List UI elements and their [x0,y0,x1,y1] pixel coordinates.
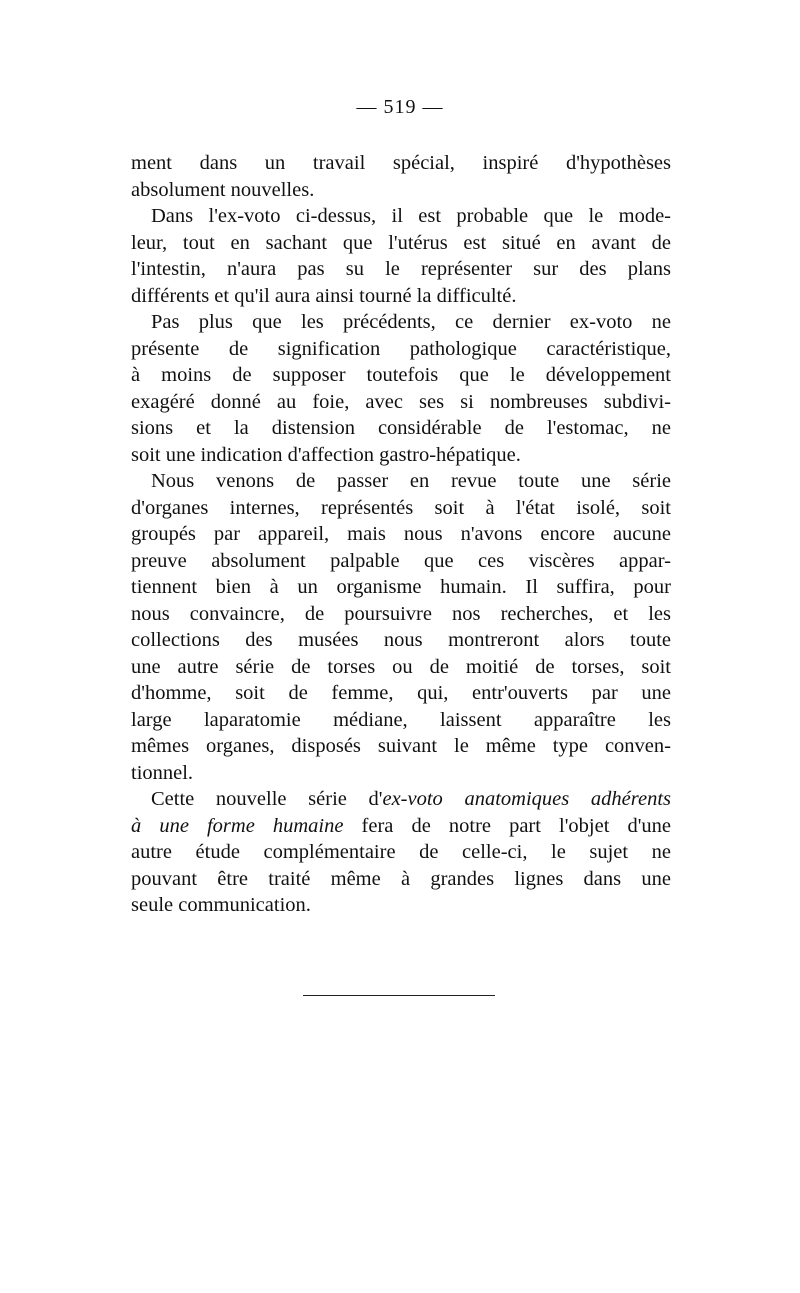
text-line: à moins de supposer toutefois que le développement [131,364,671,386]
text-line [131,839,671,866]
text-line: Nous venons de passer en revue toute une série [151,470,671,492]
text-line: d'organes internes, représentés soit à l'état isolé, soit [131,496,671,519]
text-line: collections des musées nous montreront alors toute [131,629,671,651]
body-text [131,150,671,919]
text-run: Cette nouvelle série d' [151,788,383,810]
text-line [131,813,671,840]
text-line: soit une indication d'affection gastro-hépatique. [131,443,521,466]
text-line: absolument nouvelles. [131,178,315,201]
text-line: tiennent bien à un organisme humain. Il suffira, pour [131,576,671,598]
text-line: une autre série de torses ou de moitié de torses, soit [131,655,671,678]
text-line: d'homme, soit de femme, qui, entr'ouverts par une [131,682,671,704]
text-line: mêmes organes, disposés suivant le même type conven- [131,735,671,757]
italic-run: ex-voto anatomiques adhérents [382,788,671,810]
end-rule-divider [303,995,495,996]
paragraph [131,786,671,919]
text-line [131,786,671,813]
text-line: leur, tout en sachant que l'utérus est situé en avant de [131,231,671,254]
text-line: groupés par appareil, mais nous n'avons encore aucune [131,523,671,545]
text-line [131,892,671,919]
paragraph [131,203,671,309]
text-line [131,866,671,893]
italic-run: à une forme humaine [131,814,344,837]
text-line: ment dans un travail spécial, inspiré d'hypothèses [131,152,671,174]
text-line: différents et qu'il aura ainsi tourné la difficulté. [131,284,517,307]
text-run: pouvant être traité même à grandes lignes dans une [131,867,671,890]
paragraph [131,309,671,468]
text-line: preuve absolument palpable que ces viscères appar- [131,549,671,572]
paragraph [131,150,671,203]
text-line: nous convaincre, de poursuivre nos recherches, et les [131,602,671,625]
text-line: l'intestin, n'aura pas su le représenter sur des plans [131,258,671,280]
text-run: fera de notre part l'objet d'une [343,814,671,837]
text-run: seule communication. [131,894,311,916]
text-line: Pas plus que les précédents, ce dernier ex-voto ne [151,311,671,333]
paragraph [131,468,671,786]
page-number: — 519 — [356,96,444,118]
text-run: autre étude complémentaire de celle-ci, le sujet ne [131,841,671,863]
text-line: tionnel. [131,761,194,784]
text-line: large laparatomie médiane, laissent apparaître les [131,708,671,731]
text-line: Dans l'ex-voto ci-dessus, il est probable que le mode- [151,205,671,227]
text-line: sions et la distension considérable de l'estomac, ne [131,417,671,439]
text-line: exagéré donné au foie, avec ses si nombreuses subdivi- [131,390,671,413]
text-line: présente de signification pathologique caractéristique, [131,337,671,360]
